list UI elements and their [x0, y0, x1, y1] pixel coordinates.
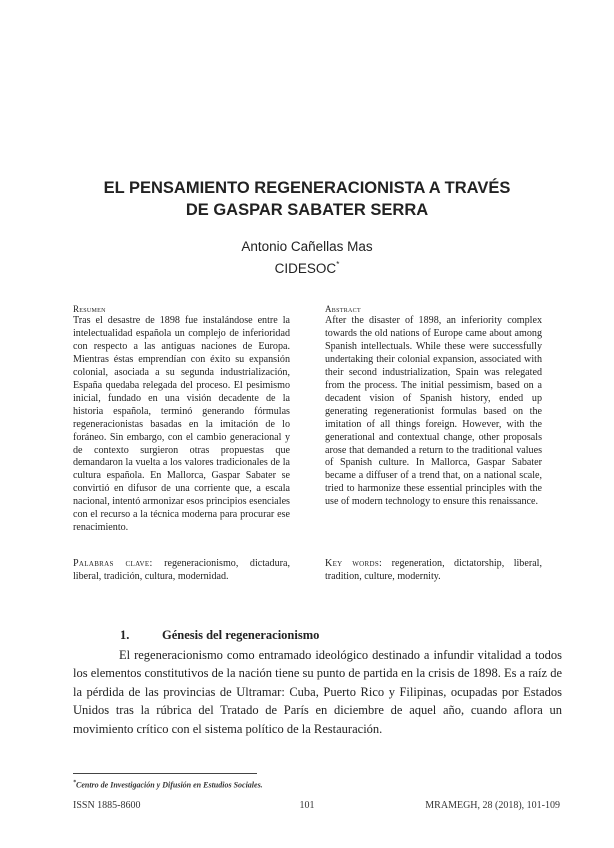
section-title: Génesis del regeneracionismo — [162, 628, 320, 642]
article-title — [60, 177, 554, 221]
affiliation-footnote-mark: * — [336, 260, 340, 269]
title-line-2: DE GASPAR SABATER SERRA — [185, 201, 429, 219]
abstract-heading: Abstract — [325, 304, 361, 314]
footer-issn: ISSN 1885-8600 — [73, 800, 141, 811]
section-heading — [120, 628, 319, 643]
palabras-clave — [73, 557, 290, 583]
resumen-text: Tras el desastre de 1898 fue instalándose entre la intelectualidad española un complejo de inferioridad con respecto a las antiguas naciones de Europa. Mientras éstas emprendían con éxito su expansión colonial, asociada a su segunda industrialización, España quedaba relegada del proceso. El pesimismo inicial, fundado en una visión decadente de la historia española, terminó generando fórmulas regeneracionistas basadas en la imitación de lo foráneo. Sin embargo, con el cambio generacional y de contexto surgieron otras propuestas que demandaron la vuelta a los valores tradicionales de la cultura española. En Mallorca, Gaspar Sabater se convirtió en difusor de una corriente que, a escala nacional, intentó armonizar esos principios esenciales con el recurso a la técnica moderna para procurar ese renacimiento. — [73, 315, 290, 534]
author-affiliation — [0, 256, 614, 278]
abstract-column — [325, 305, 542, 509]
section-number: 1. — [120, 628, 130, 642]
footer-page-number: 101 — [299, 800, 315, 811]
footnote-divider — [73, 773, 257, 774]
key-words-text: regeneration, dictatorship, liberal, tradition, culture, modernity. — [325, 558, 543, 582]
footnote-text: Centro de Investigación y Difusión en Estudios Sociales. — [76, 780, 263, 790]
title-line-1: EL PENSAMIENTO REGENERACIONISTA A TRAVÉS — [103, 179, 511, 197]
key-words — [325, 557, 542, 583]
resumen-column — [73, 305, 290, 535]
footnote — [73, 780, 263, 790]
body-paragraph: El regeneracionismo como entramado ideológico destinado a infundir vitalidad a todos los elementos constitutivos de la nación tiene su punto de partida en la crisis de 1898. Es a raíz de la pérdida de las provincias de Ultramar: Cuba, Puerto Rico y Filipinas, ocupadas por Estados Unidos tras la rúbrica del Tratado de París en diciembre de aquel año, cuando aflora un movimiento crítico con el sistema político de la Restauración. — [73, 648, 562, 736]
author-name: Antonio Cañellas Mas — [241, 239, 373, 254]
key-words-label: Key words: — [325, 558, 383, 569]
palabras-clave-text: regeneracionismo, dictadura, liberal, tradición, cultura, modernidad. — [73, 558, 290, 582]
footnote-mark: * — [73, 780, 76, 786]
affiliation-name: CIDESOC — [274, 261, 337, 276]
abstract-text: After the disaster of 1898, an inferiority complex towards the old nations of Europe came about among Spanish intellectuals. While these were successfully undertaking their colonial expansion, associated with their second industrialization, Spain was relegated from the process. The initial pessimism, based on a decadent vision of Spanish history, ended up generating regenerationist formulas based on the imitation of all things foreign. However, with the generational and contextual change, other proposals arose that demanded a return to the traditional values of Spanish culture. In Mallorca, Gaspar Sabater became a diffuser of a trend that, on a national scale, tried to harmonize these essential principles with the use of modern technology to ensure this renaissance. — [325, 315, 542, 508]
palabras-clave-label: Palabras clave: — [73, 558, 153, 569]
resumen-heading: Resumen — [73, 304, 106, 314]
footer-journal-citation: MRAMEGH, 28 (2018), 101-109 — [425, 800, 560, 811]
